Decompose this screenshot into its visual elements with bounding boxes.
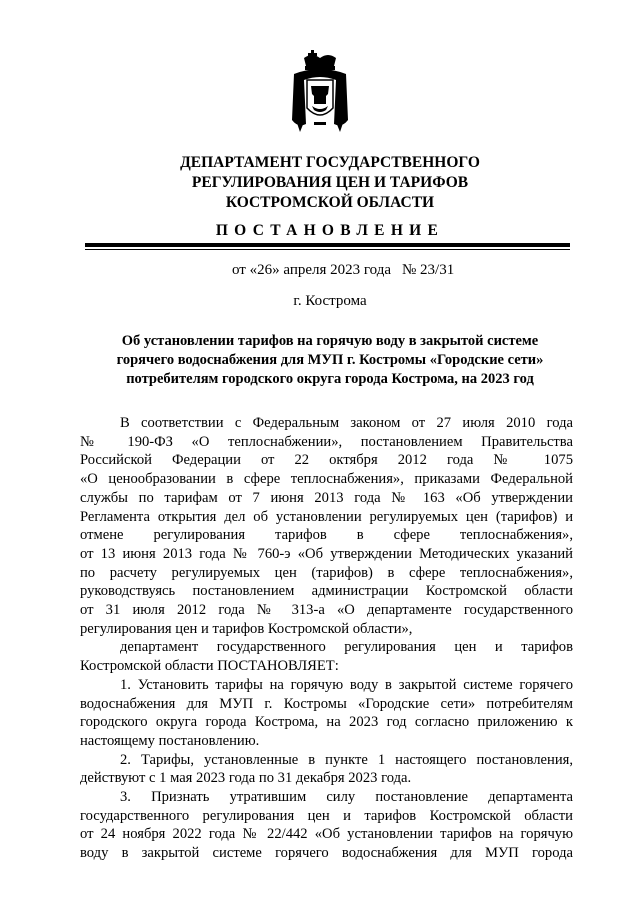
body-line: городского округа города Кострома, на 2023 год согласно приложению к	[80, 714, 573, 731]
department-name	[80, 153, 580, 213]
document-number: № 23/31	[402, 262, 455, 278]
body-line: отмене регулирования тарифов в сфере теплоснабжения»,	[80, 527, 573, 544]
department-line: ДЕПАРТАМЕНТ ГОСУДАРСТВЕННОГО	[180, 154, 480, 171]
body-line: воду в закрытой системе горячего водоснабжения для МУП города	[80, 845, 573, 862]
body-line: государственного регулирования цен и тарифов Костромской области	[80, 807, 573, 824]
department-line: РЕГУЛИРОВАНИЯ ЦЕН И ТАРИФОВ	[191, 174, 469, 191]
body-line: от 31 июля 2012 года № 313-а «О департаменте государственного	[80, 602, 573, 619]
document-date: от «26» апреля 2023 года	[232, 262, 392, 278]
body-line: руководствуясь постановлением администрации Костромской области	[80, 583, 573, 600]
title-line: Об установлении тарифов на горячую воду в закрытой системе	[121, 333, 539, 349]
body-line: от 13 июня 2013 года № 760-э «Об утверждении Методических указаний	[80, 545, 573, 562]
body-line: № 190-ФЗ «О теплоснабжении», постановлением Правительства	[80, 433, 573, 450]
header-divider-thin	[85, 249, 570, 250]
header-divider	[85, 243, 570, 247]
body-line: водоснабжения для МУП г. Костромы «Городские сети» потребителям	[80, 695, 573, 712]
body-line: Костромской области ПОСТАНОВЛЯЕТ:	[80, 658, 339, 675]
body-line: регулирования цен и тарифов Костромской области»,	[80, 620, 413, 637]
body-line: департамент государственного регулирования цен и тарифов	[120, 639, 573, 656]
body-line: по расчету регулируемых цен (тарифов) в сфере теплоснабжения»,	[80, 564, 573, 581]
body-line: В соответствии с Федеральным законом от 27 июля 2010 года	[120, 415, 573, 431]
document-body	[80, 414, 573, 863]
body-line: действуют с 1 мая 2023 года по 31 декабря 2023 года.	[80, 770, 412, 787]
coat-of-arms-emblem	[290, 50, 350, 134]
document-title	[80, 332, 580, 389]
body-line: Регламента открытия дел об установлении регулируемых цен (тарифов) и	[80, 508, 573, 525]
title-line: потребителям городского округа города Кострома, на 2023 год	[126, 371, 534, 387]
document-city: г. Кострома	[293, 293, 367, 309]
body-line: от 24 ноября 2022 года № 22/442 «Об установлении тарифов на горячую	[80, 826, 573, 843]
department-line: КОСТРОМСКОЙ ОБЛАСТИ	[225, 194, 435, 211]
body-line: 3. Признать утратившим силу постановление департамента	[120, 789, 573, 806]
title-line: горячего водоснабжения для МУП г. Костромы «Городские сети»	[116, 352, 544, 368]
document-type: ПОСТАНОВЛЕНИЕ	[215, 222, 445, 239]
body-line: настоящему постановлению.	[80, 732, 260, 749]
body-line: 2. Тарифы, установленные в пункте 1 настоящего постановления,	[120, 751, 573, 768]
body-line: 1. Установить тарифы на горячую воду в закрытой системе горячего	[120, 676, 573, 693]
body-line: Российской Федерации от 22 октября 2012 года № 1075	[80, 452, 573, 469]
body-line: «О ценообразовании в сфере теплоснабжения», приказами Федеральной	[80, 471, 573, 488]
body-line: службы по тарифам от 7 июня 2013 года № 163 «Об утверждении	[80, 489, 573, 506]
